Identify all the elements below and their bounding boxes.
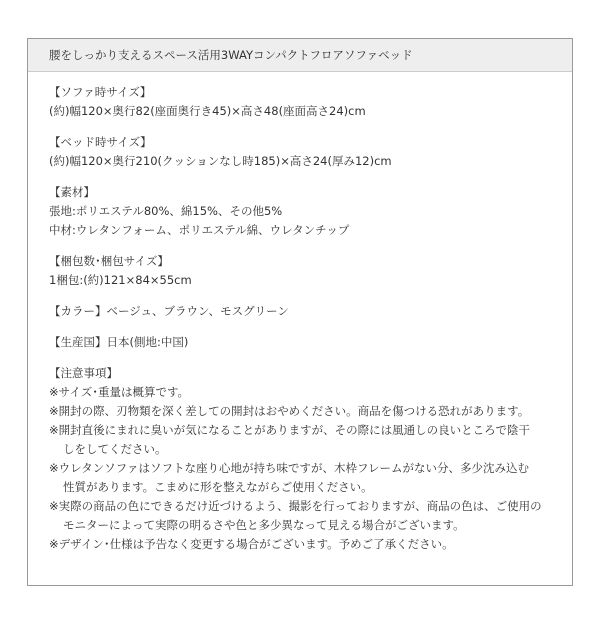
material-filling: 中材:ウレタンフォーム、ポリエステル綿、ウレタンチップ bbox=[49, 223, 350, 237]
note-line: ※ウレタンソファはソフトな座り心地が持ち味ですが、木枠フレームがない分、多少沈み込む bbox=[49, 461, 529, 475]
section-title-bed-size: 【ベッド時サイズ】 bbox=[49, 135, 152, 149]
note-line-continuation: しをしてください。 bbox=[63, 442, 167, 456]
section-color bbox=[49, 302, 564, 321]
section-sofa-size bbox=[49, 83, 564, 121]
note-line: ※デザイン･仕様は予告なく変更する場合がございます。予めご了承ください。 bbox=[49, 537, 454, 551]
section-title-notes: 【注意事項】 bbox=[49, 366, 118, 380]
section-notes bbox=[49, 364, 564, 554]
section-title-material: 【素材】 bbox=[49, 185, 95, 199]
note-line: ※開封の際、刃物類を深く差しての開封はおやめください。商品を傷つける恐れがあります。 bbox=[49, 404, 530, 418]
section-title-sofa-size: 【ソファ時サイズ】 bbox=[49, 85, 152, 99]
section-origin bbox=[49, 333, 564, 352]
note-line: ※実際の商品の色にできるだけ近づけるよう、撮影を行っておりますが、商品の色は、ご使用の bbox=[49, 499, 542, 513]
spec-body bbox=[49, 83, 564, 566]
product-title: 腰をしっかり支えるスペース活用3WAYコンパクトフロアソファベッド bbox=[28, 39, 572, 72]
packaging-size: 1梱包:(約)121×84×55cm bbox=[49, 273, 192, 287]
section-packaging bbox=[49, 252, 564, 290]
color-options: 【カラー】ベージュ、ブラウン、モスグリーン bbox=[49, 304, 289, 318]
note-line-continuation: モニターによって実際の明るさや色と多少異なって見える場合がございます。 bbox=[63, 518, 465, 532]
bed-size-dimensions: (約)幅120×奥行210(クッションなし時185)×高さ24(厚み12)cm bbox=[49, 154, 392, 168]
section-bed-size bbox=[49, 133, 564, 171]
note-line-continuation: 性質があります。こまめに形を整えながらご使用ください。 bbox=[63, 480, 373, 494]
spec-table bbox=[27, 38, 573, 586]
material-cover: 張地:ポリエステル80%、綿15%、その他5% bbox=[49, 204, 283, 218]
section-title-packaging: 【梱包数･梱包サイズ】 bbox=[49, 254, 169, 268]
sofa-size-dimensions: (約)幅120×奥行82(座面奥行き45)×高さ48(座面高さ24)cm bbox=[49, 104, 366, 118]
section-material bbox=[49, 183, 564, 240]
note-line: ※開封直後にまれに臭いが気になることがありますが、その際には風通しの良いところで陰干 bbox=[49, 423, 531, 437]
note-line: ※サイズ･重量は概算です。 bbox=[49, 385, 190, 399]
country-of-origin: 【生産国】日本(側地:中国) bbox=[49, 335, 189, 349]
